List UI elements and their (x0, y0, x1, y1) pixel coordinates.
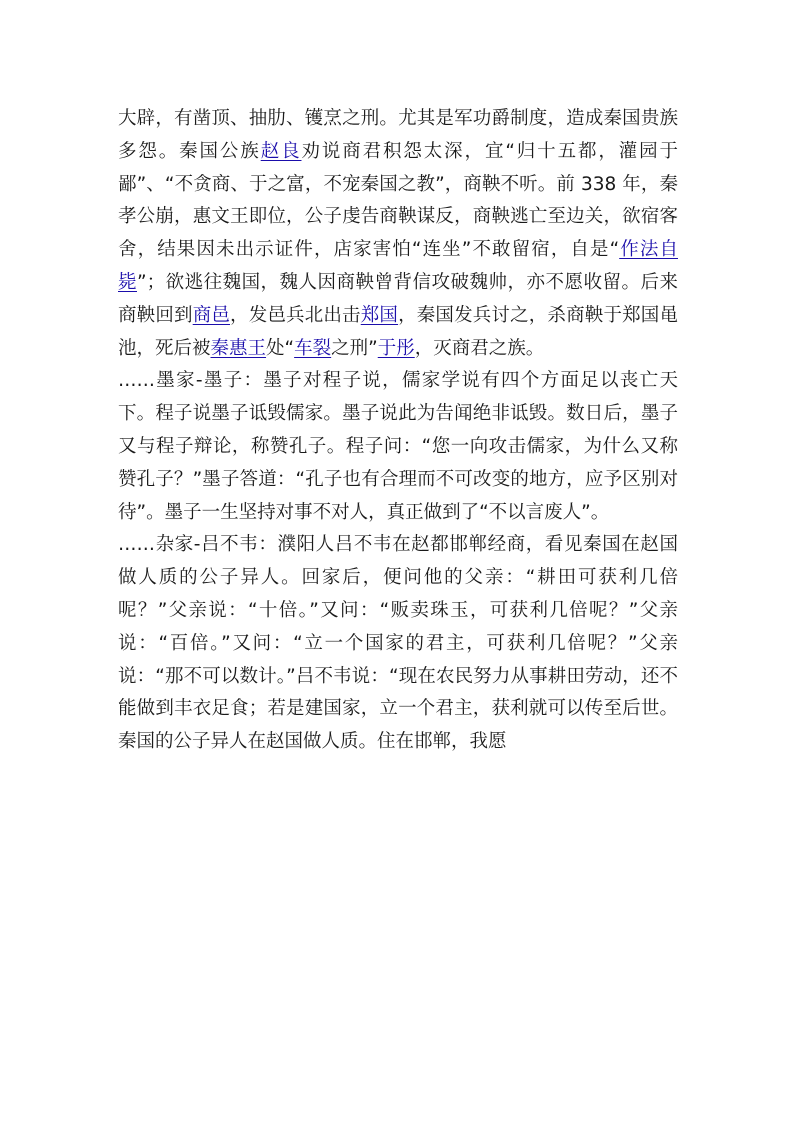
link-zhao-liang[interactable]: 赵良 (260, 140, 302, 162)
text-span: ，秦国发兵讨之，杀商鞅于郑国黾池，死后被 (118, 304, 678, 359)
text-span: ……杂家-吕不韦：濮阳人吕不韦在赵都邯郸经商，看见秦国在赵国做人质的公子异人。回家后，便问他的父亲：“耕田可获利几倍呢？”父亲说：“十倍。”又问：“贩卖珠玉，可获利几倍呢？”父亲说：“百倍。”又问：“立一个国家的君主，可获利几倍呢？”父亲说：“那不可以数计。”吕不韦说：“现在农民努力从事耕田劳动，还不能做到丰衣足食；若是建国家，立一个君主，获利就可以传至后世。秦国的公子异人在赵国做人质。住在邯郸，我愿 (118, 534, 678, 753)
text-span: ”；欲逃往魏国，魏人因商鞅曾背信攻破魏帅，亦不愿收留。后来商鞅回到 (118, 271, 678, 326)
text-span: 处“ (266, 337, 295, 359)
text-span: 劝说商君积怨太深，宜“归十五都，灌园于鄙”、“不贪商、于之富，不宠秦国之教”，商鞅不听。前 338 年，秦孝公崩，惠文王即位，公子虔告商鞅谋反，商鞅逃亡至边关，欲宿客舍，结果因未出示证件，店家害怕“连坐”不敢留宿，自是“ (118, 140, 678, 261)
text-span: ，灭商君之族。 (414, 337, 545, 359)
text-span: ……墨家-墨子：墨子对程子说，儒家学说有四个方面足以丧亡天下。程子说墨子诋毁儒家。墨子说此为告闻绝非诋毁。数日后，墨子又与程子辩论，称赞孔子。程子问：“您一向攻击儒家，为什么又称赞孔子？”墨子答道：“孔子也有合理而不可改变的地方，应予区别对待”。墨子一生坚持对事不对人，真正做到了“不以言废人”。 (118, 370, 678, 523)
link-che-lie[interactable]: 车裂 (294, 337, 332, 359)
link-yu-tong[interactable]: 于彤 (377, 337, 415, 359)
text-span: 之刑” (331, 337, 378, 359)
paragraph-shang-yang (118, 103, 678, 365)
text-span: 大辟，有凿顶、抽肋、镬烹之刑。尤其是军功爵制度，造成秦国贵族多怨。秦国公族 (118, 108, 678, 162)
paragraph-lv-buwei (118, 529, 678, 759)
link-qin-hui-wang[interactable]: 秦惠王 (210, 337, 267, 359)
paragraph-mozi (118, 365, 678, 529)
link-zheng-guo[interactable]: 郑国 (360, 304, 399, 326)
document-page (118, 103, 678, 759)
text-span: ，发邑兵北出击 (230, 304, 361, 326)
link-zuo-fa-zi-bi[interactable]: 作法自毙 (118, 239, 678, 293)
link-shang-yi[interactable]: 商邑 (192, 304, 231, 326)
